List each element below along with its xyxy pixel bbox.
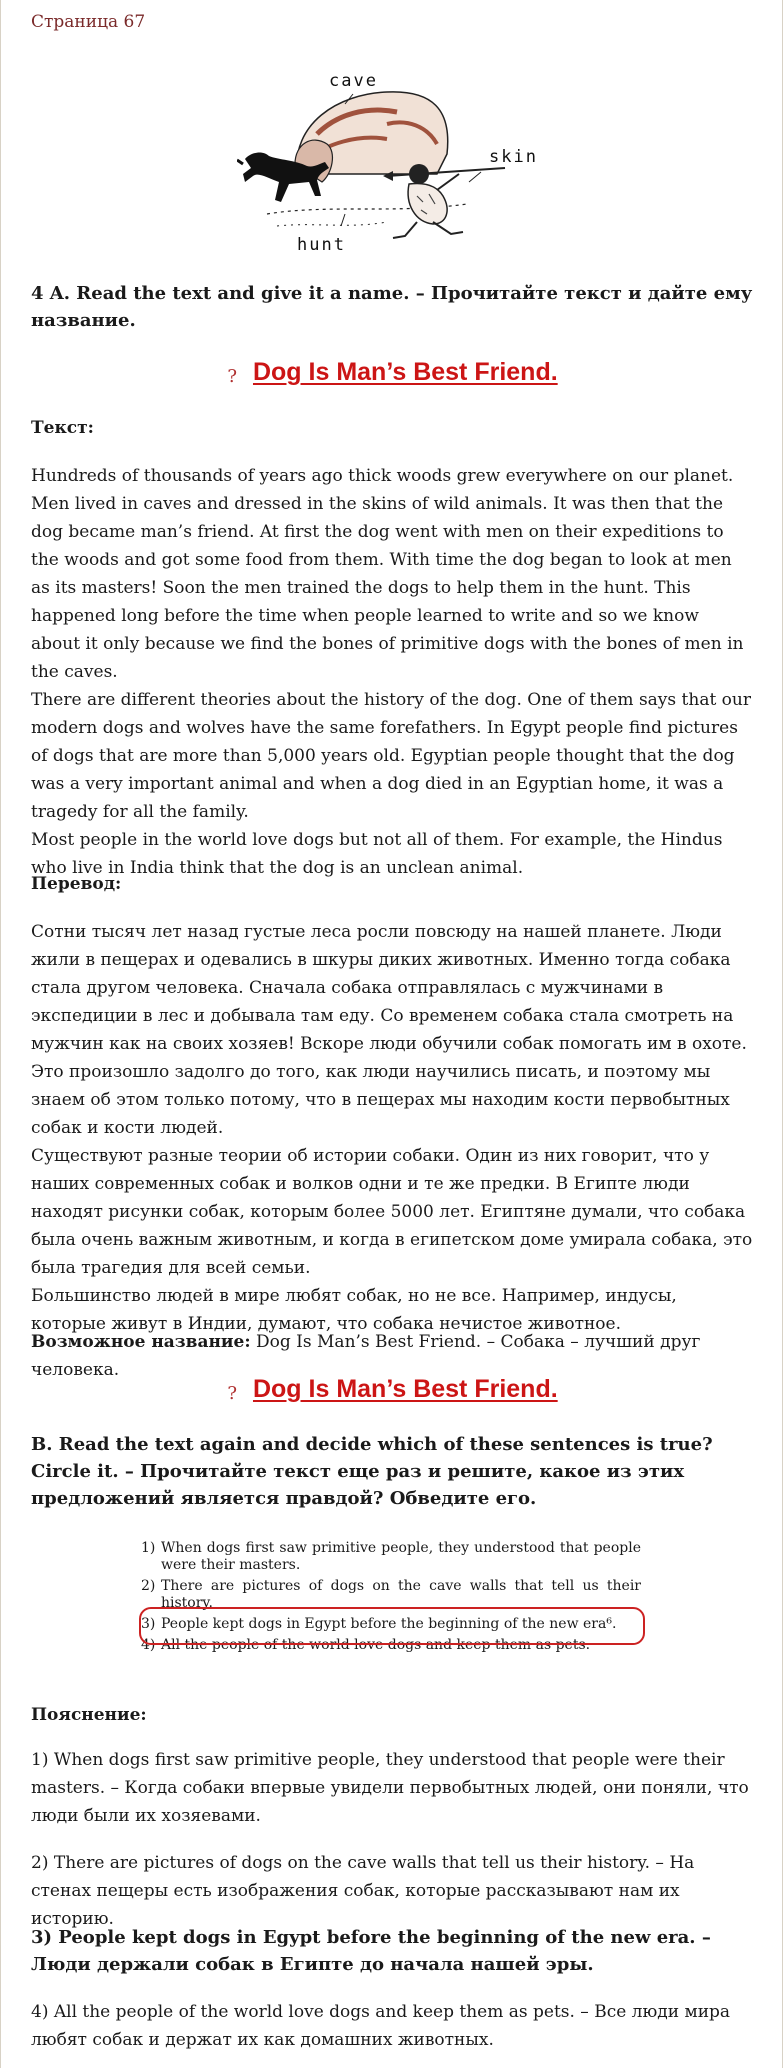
explanation-item-4: 4) All the people of the world love dogs and keep them as pets. – Все люди мира любят собак и держат их как домашних животных.: [31, 2002, 731, 2050]
question-mark-icon: ?: [227, 1383, 237, 1404]
possible-name-text: Dog Is Man’s Best Friend. – Собака – лучший друг человека.: [31, 1332, 701, 1380]
option-number: 1): [141, 1540, 156, 1556]
label-skin: skin: [489, 147, 538, 167]
english-text: [31, 462, 753, 882]
text-title-repeat: Dog Is Man’s Best Friend.: [252, 1375, 558, 1403]
text-title: Dog Is Man’s Best Friend.: [252, 358, 558, 386]
option-number: 3): [141, 1616, 156, 1632]
option-text: When dogs first saw primitive people, they understood that people were their masters.: [161, 1540, 641, 1573]
russian-translation: [31, 918, 753, 1338]
answer-circle-mark: [139, 1607, 645, 1645]
option-number: 4): [141, 1637, 156, 1653]
text-label: Текст:: [31, 418, 94, 438]
option-item: [141, 1540, 641, 1574]
translation-paragraph: Сотни тысяч лет назад густые леса росли повсюду на нашей планете. Люди жили в пещерах и одевались в шкуры диких животных. Именно тогда собака стала другом человека. Сначала собака отправлялась с мужчинами в экспедиции в лес и добывала там еду. Со временем собака стала смотреть на мужчин как на своих хозяев! Вскоре люди обучили собак помогать им в охоте. Это произошло задолго до того, как люди научились писать, и поэтому мы знаем об этом только потому, что в пещерах мы находим кости первобытных собак и кости людей.: [31, 922, 747, 1138]
possible-name-label: Возможное название:: [31, 1332, 251, 1352]
explanation-item-2: 2) There are pictures of dogs on the cave walls that tell us their history. – На стенах пещеры есть изображения собак, которые рассказывают нам их историю.: [31, 1853, 695, 1929]
label-cave: cave: [329, 71, 378, 91]
cave-hunt-illustration: [237, 64, 557, 258]
translation-paragraph: Существуют разные теории об истории собаки. Один из них говорит, что у наших современных собак и волков одни и те же предки. В Египте люди находят рисунки собак, которым более 5000 лет. Египтяне думали, что собака была очень важным животным, и когда в египетском доме умирала собака, это была трагедия для всей семьи.: [31, 1146, 753, 1278]
translation-paragraph: Большинство людей в мире любят собак, но не все. Например, индусы, которые живут в Индии, думают, что собака нечистое животное.: [31, 1286, 677, 1334]
task-b-heading: B. Read the text again and decide which of these sentences is true? Circle it. – Прочитайте текст еще раз и решите, какое из этих предложений является правдой? Обведите его.: [31, 1434, 713, 1509]
explanation-item-3-correct: 3) People kept dogs in Egypt before the beginning of the new era. – Люди держали собак в Египте до начала нашей эры.: [31, 1927, 711, 1975]
translation-label: Перевод:: [31, 874, 122, 894]
explanation-item-1: 1) When dogs first saw primitive people, they understood that people were their masters. – Когда собаки впервые увидели первобытных людей, они поняли, что люди были их хозяевами.: [31, 1750, 749, 1826]
task-a-heading: 4 A. Read the text and give it a name. – Прочитайте текст и дайте ему название.: [31, 283, 753, 331]
label-hunt: hunt: [297, 235, 346, 255]
question-mark-icon: ?: [227, 366, 237, 387]
english-paragraph: Most people in the world love dogs but not all of them. For example, the Hindus who live in India think that the dog is an unclean animal.: [31, 830, 723, 878]
title-row-repeat: [1, 1375, 783, 1415]
english-paragraph: Hundreds of thousands of years ago thick woods grew everywhere on our planet. Men lived in caves and dressed in the skins of wild animals. It was then that the dog became man’s friend. At first the dog went with men on their expeditions to the woods and got some food from them. With time the dog began to look at men as its masters! Soon the men trained the dogs to help them in the hunt. This happened long before the time when people learned to write and so we know about it only because we find the bones of primitive dogs with the bones of men in the caves.: [31, 466, 744, 682]
page-number-label: Страница 67: [31, 12, 146, 32]
option-text: There are pictures of dogs on the cave walls that tell us their history.: [161, 1578, 641, 1611]
option-text: All the people of the world love dogs and keep them as pets.: [161, 1637, 591, 1653]
english-paragraph: There are different theories about the history of the dog. One of them says that our modern dogs and wolves have the same forefathers. In Egypt people find pictures of dogs that are more than 5,000 years old. Egyptian people thought that the dog was a very important animal and when a dog died in an Egyptian home, it was a tragedy for all the family.: [31, 690, 751, 822]
option-number: 2): [141, 1578, 156, 1594]
explanation-label: Пояснение:: [31, 1705, 147, 1725]
option-text: People kept dogs in Egypt before the beginning of the new era⁶.: [161, 1616, 617, 1632]
title-row: [1, 358, 783, 398]
